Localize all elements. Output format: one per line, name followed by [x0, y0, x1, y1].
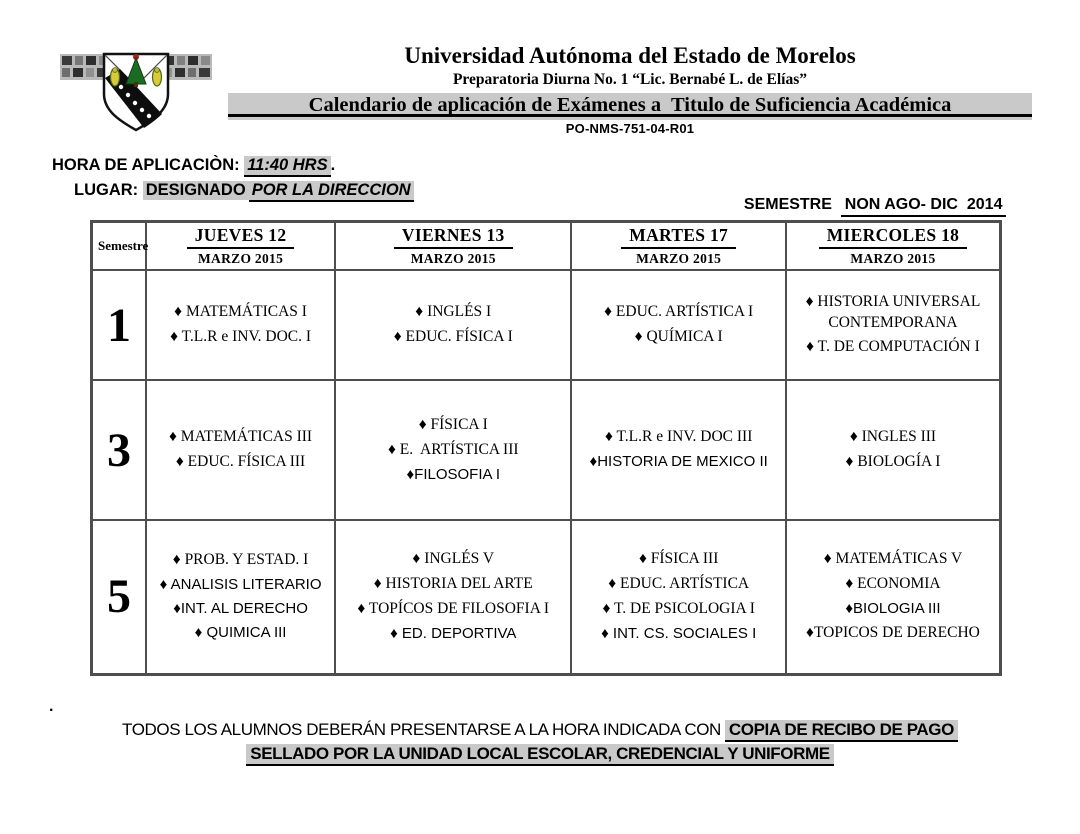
exam-cell — [571, 380, 786, 520]
exam-cell — [146, 270, 335, 380]
exam-item: ♦ T. DE COMPUTACIÓN I — [806, 338, 980, 356]
table-header-row — [92, 222, 1001, 271]
exam-item: ♦ QUÍMICA I — [634, 328, 723, 345]
day-name: MARTES 17 — [621, 225, 736, 249]
semester-row — [92, 520, 1001, 674]
semester-row — [92, 380, 1001, 520]
exam-item: ♦TOPICOS DE DERECHO — [806, 624, 980, 642]
semestre-value: NON AGO- DIC 2014 — [841, 196, 1007, 217]
exam-item: ♦ ECONOMIA — [845, 575, 941, 593]
footer-line-2 — [0, 744, 1080, 766]
document-title: Calendario de aplicación de Exámenes a Titulo de Suficiencia Académica — [228, 93, 1032, 120]
exam-item: ♦ INT. CS. SOCIALES I — [601, 625, 757, 642]
exam-item: ♦ TOPÍCOS DE FILOSOFIA I — [357, 600, 550, 618]
lugar-line — [52, 181, 414, 202]
exam-item: ♦ ANALISIS LITERARIO — [159, 575, 322, 593]
document-header — [228, 42, 1032, 136]
day-name: JUEVES 12 — [187, 225, 295, 249]
exam-item: ♦ PROB. Y ESTAD. I — [172, 550, 309, 568]
right-figure — [153, 68, 162, 86]
footer-line-1 — [0, 720, 1080, 742]
coat-of-arms-graphic — [58, 44, 214, 140]
exam-item: ♦ EDUC. ARTÍSTICA — [608, 575, 750, 593]
exam-cell — [335, 520, 571, 674]
hora-value: 11:40 HRS — [244, 156, 330, 177]
exam-calendar-table — [90, 220, 1002, 676]
footer-line2-highlight: SELLADO POR LA UNIDAD LOCAL ESCOLAR, CREDENCIAL Y UNIFORME — [246, 744, 833, 766]
exam-item: ♦ MATEMÁTICAS I — [174, 303, 307, 321]
application-info — [52, 156, 414, 202]
exam-item: ♦ EDUC. ARTÍSTICA I — [604, 303, 754, 321]
exam-item: ♦ EDUC. FÍSICA III — [175, 453, 306, 470]
semester-number: 3 — [92, 380, 147, 520]
document-code: PO-NMS-751-04-R01 — [565, 121, 695, 136]
hora-line — [52, 156, 414, 177]
exam-item: ♦HISTORIA DE MEXICO II — [589, 453, 768, 471]
exam-item: ♦ T.L.R e INV. DOC III — [604, 428, 753, 446]
frieze-band-right — [162, 54, 212, 80]
exam-cell — [571, 520, 786, 674]
month-year: MARZO 2015 — [850, 251, 936, 266]
exam-item: ♦ INGLÉS I — [415, 303, 492, 321]
exam-cell — [146, 380, 335, 520]
hora-period: . — [330, 156, 336, 174]
exam-item: ♦ HISTORIA DEL ARTE — [373, 575, 533, 593]
lugar-value-italic: POR LA DIRECCION — [249, 181, 414, 202]
month-year: MARZO 2015 — [636, 251, 722, 266]
lugar-label: LUGAR: — [74, 181, 143, 199]
exam-cell — [335, 380, 571, 520]
exam-cell — [571, 270, 786, 380]
semestre-label: SEMESTRE — [743, 196, 841, 213]
exam-item: ♦ QUIMICA III — [194, 624, 287, 642]
hora-label: HORA DE APLICACIÒN: — [52, 156, 245, 174]
exam-item: ♦FILOSOFIA I — [406, 465, 501, 483]
exam-item: ♦ BIOLOGÍA I — [845, 453, 941, 470]
semester-row — [92, 270, 1001, 380]
exam-item: ♦ E. ARTÍSTICA III — [387, 440, 519, 458]
semestre-line — [735, 178, 1006, 217]
footer-line1-highlight: COPIA DE RECIBO DE PAGO — [725, 720, 958, 742]
exam-item: ♦ FÍSICA III — [638, 550, 719, 568]
lugar-value-plain: DESIGNADO — [143, 181, 249, 200]
exam-item: ♦ INGLÉS V — [412, 550, 495, 568]
month-year: MARZO 2015 — [410, 251, 496, 266]
exam-item: ♦INT. AL DERECHO — [173, 600, 308, 618]
stray-period: . — [49, 698, 54, 715]
exam-item: ♦ T. DE PSICOLOGIA I — [602, 600, 755, 618]
exam-item: ♦ T.L.R e INV. DOC. I — [170, 328, 312, 345]
footer-notice — [0, 720, 1080, 768]
exam-item: ♦ MATEMÁTICAS V — [823, 550, 963, 568]
exam-cell — [146, 520, 335, 674]
frieze-band-left — [60, 54, 110, 80]
exam-item: ♦ FÍSICA I — [418, 415, 488, 433]
exam-item: ♦ ED. DEPORTIVA — [390, 625, 517, 642]
semester-number: 5 — [92, 520, 147, 674]
exam-cell — [786, 380, 1001, 520]
exam-item: ♦ INGLES III — [849, 428, 937, 446]
footer-line1-text: TODOS LOS ALUMNOS DEBERÁN PRESENTARSE A LA HORA INDICADA CON — [122, 720, 721, 739]
day-header-2 — [335, 222, 571, 271]
exam-cell — [335, 270, 571, 380]
day-name: VIERNES 13 — [394, 225, 513, 249]
month-year: MARZO 2015 — [198, 251, 284, 266]
exam-item: ♦BIOLOGIA III — [845, 600, 941, 618]
exam-item: ♦ MATEMÁTICAS III — [169, 428, 313, 446]
school-name: Preparatoria Diurna No. 1 “Lic. Bernabé L. de Elías” — [452, 71, 808, 88]
left-figure — [111, 68, 120, 86]
day-name: MIERCOLES 18 — [819, 225, 967, 249]
day-header-3 — [571, 222, 786, 271]
exam-item: ♦ EDUC. FÍSICA I — [393, 328, 513, 345]
uaem-coat-of-arms-logo — [58, 44, 214, 140]
day-header-4 — [786, 222, 1001, 271]
exam-item: ♦ HISTORIA UNIVERSAL CONTEMPORANA — [805, 292, 985, 331]
semester-number: 1 — [92, 270, 147, 380]
exam-cell — [786, 520, 1001, 674]
university-name: Universidad Autónoma del Estado de Morelos — [404, 43, 856, 68]
exam-cell — [786, 270, 1001, 380]
shield — [104, 54, 168, 130]
corner-header: Semestre — [92, 222, 147, 271]
day-header-1 — [146, 222, 335, 271]
